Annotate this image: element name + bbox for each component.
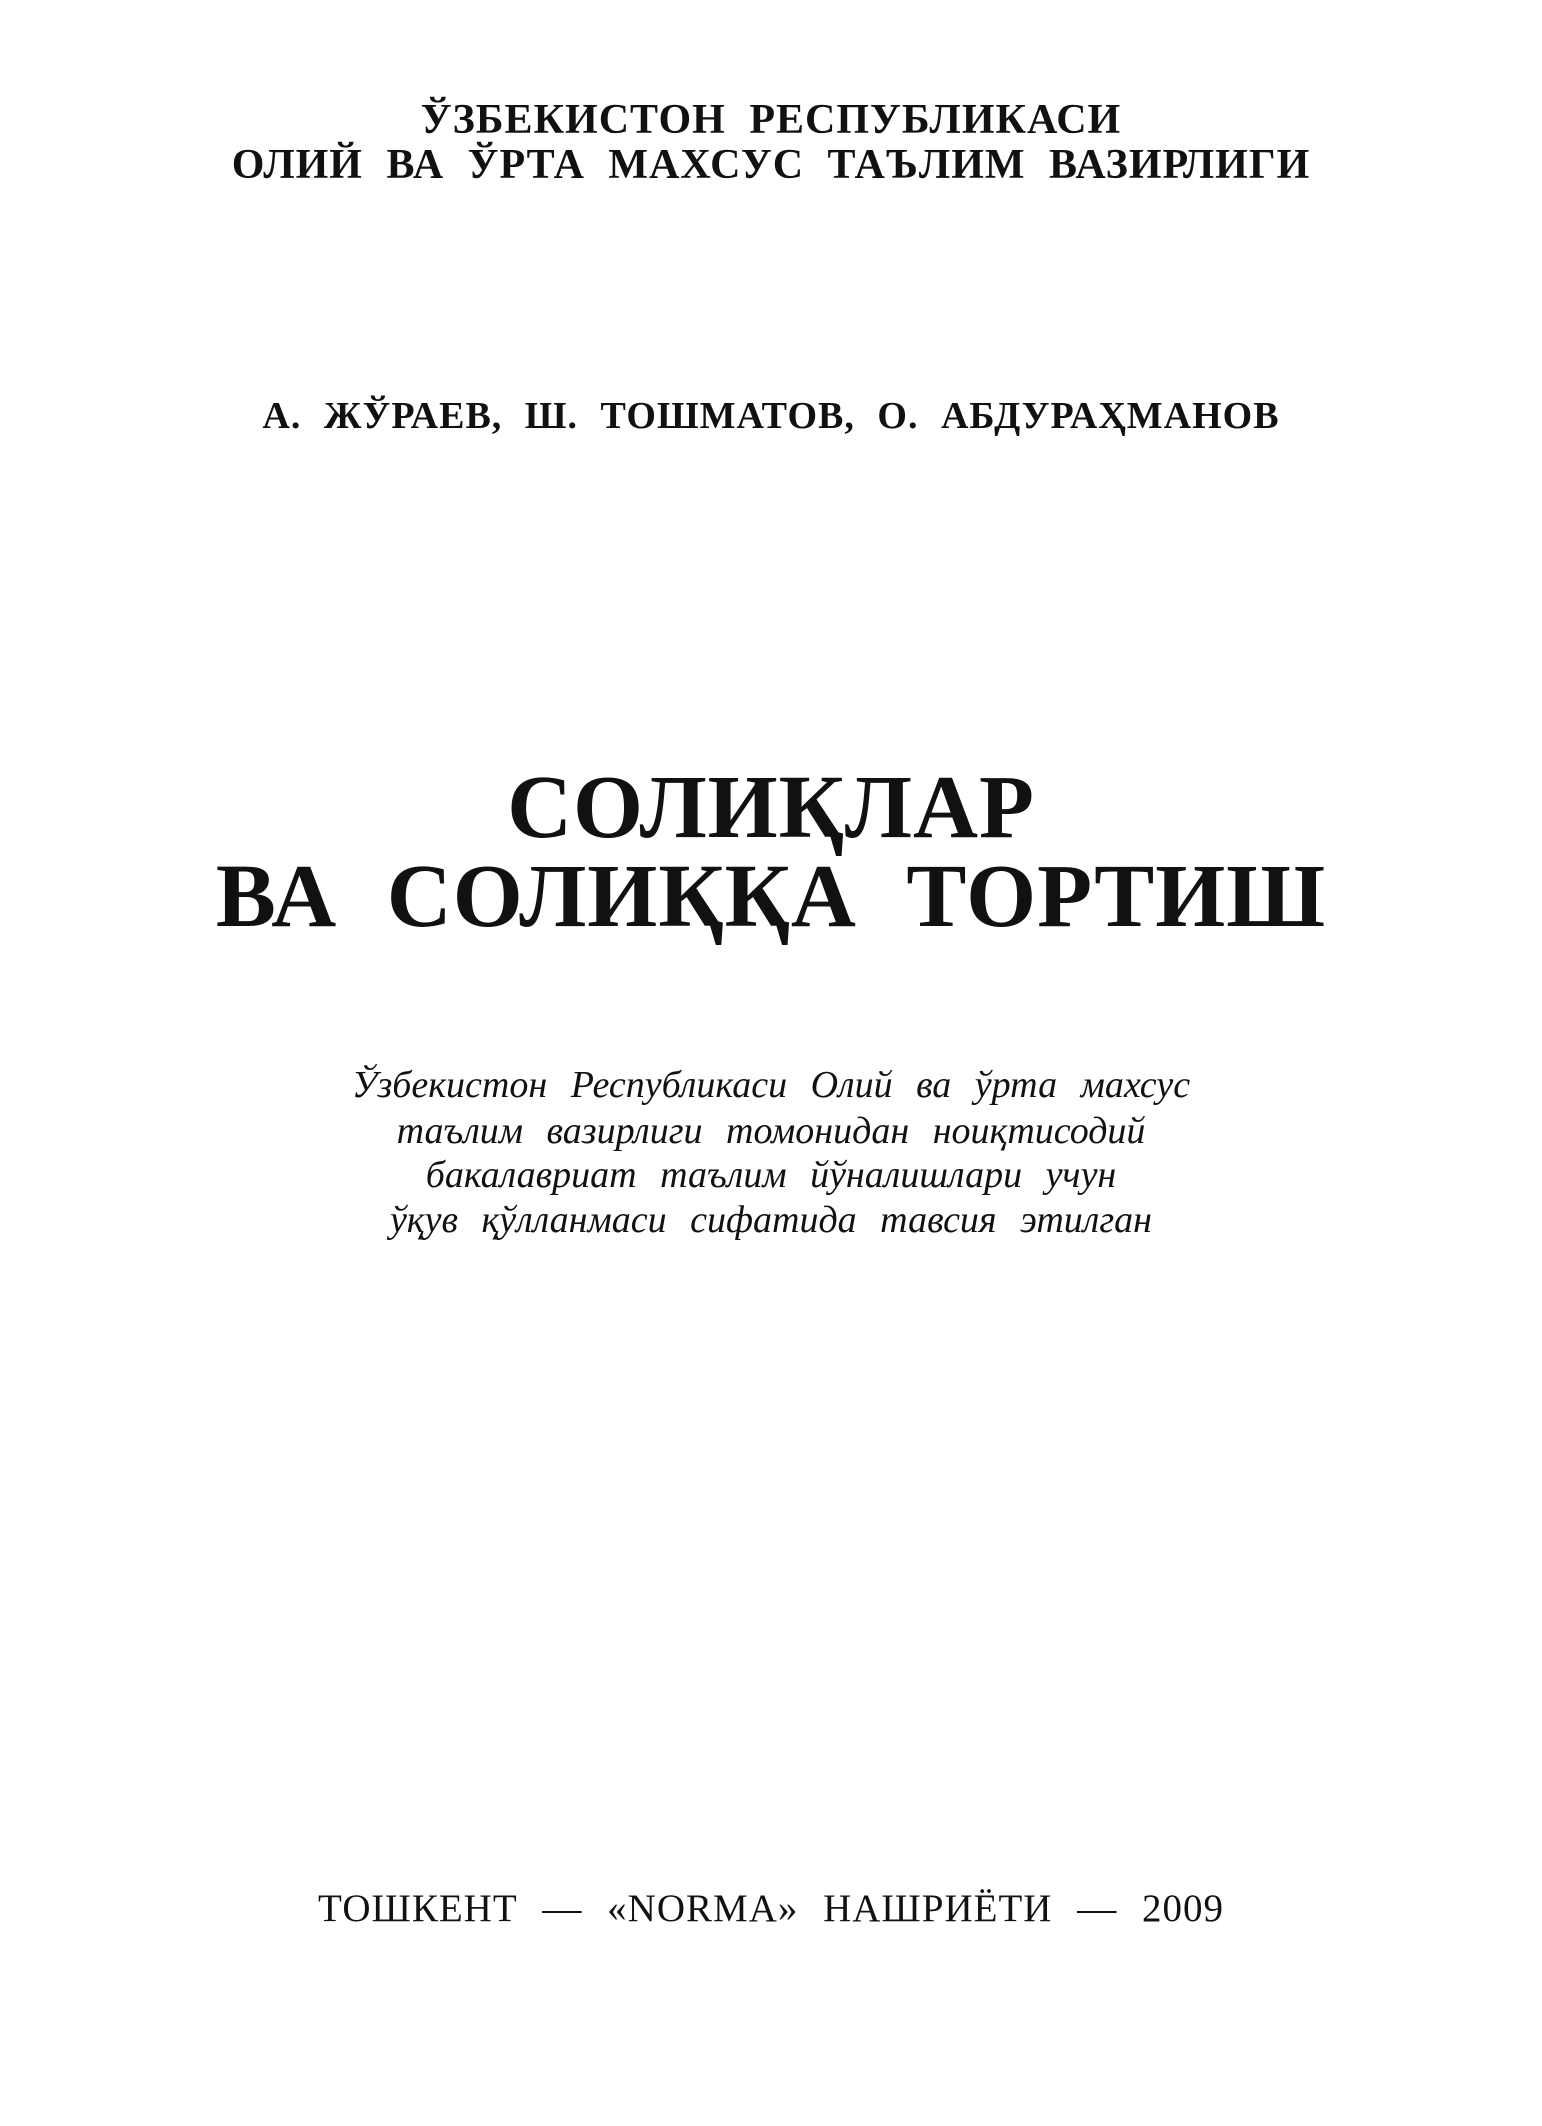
approval-line-2: таълим вазирлиги томонидан ноиқтисодий [396, 1110, 1146, 1152]
approval-line-4: ўқув қўлланмаси сифатида тавсия этилган [389, 1199, 1153, 1241]
book-title-line-2: ВА СОЛИҚҚА ТОРТИШ [215, 847, 1327, 946]
publisher-imprint: ТОШКЕНТ — «NORMA» НАШРИЁТИ — 2009 [318, 1887, 1224, 1930]
ministry-line-1: ЎЗБЕКИСТОН РЕСПУБЛИКАСИ [420, 97, 1122, 143]
approval-line-3: бакалавриат таълим йўналишлари учун [425, 1154, 1117, 1196]
ministry-line-2: ОЛИЙ ВА ЎРТА МАХСУС ТАЪЛИМ ВАЗИРЛИГИ [231, 142, 1311, 188]
approval-line-1: Ўзбекистон Республикаси Олий ва ўрта махсус [351, 1064, 1191, 1106]
book-title-line-1: СОЛИҚЛАР [507, 758, 1035, 857]
authors: А. ЖЎРАЕВ, Ш. ТОШМАТОВ, О. АБДУРАҲМАНОВ [262, 395, 1280, 437]
